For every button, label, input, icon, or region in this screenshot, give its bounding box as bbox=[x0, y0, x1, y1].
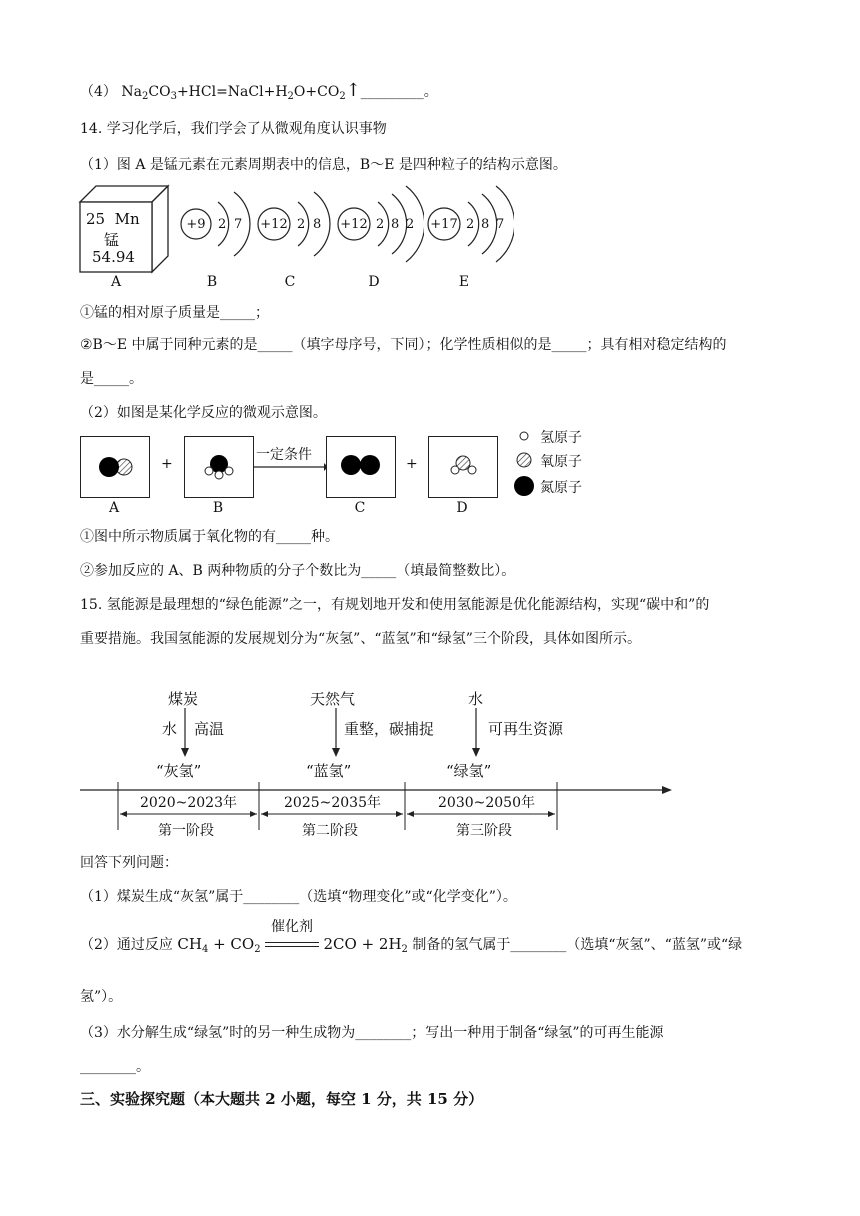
reaction-label-d: D bbox=[456, 500, 468, 516]
q15-question-2: （2）通过反应 $CH_4 + CO_2$ 催化剂 $2CO + 2H_2$ 制备的氢气属于________（选填“灰氢”、“蓝氢”或“绿 bbox=[80, 934, 742, 955]
stage2-years: 2025~2035年 bbox=[284, 795, 381, 811]
stage3-right-condition: 可再生资源 bbox=[488, 720, 564, 738]
label-d: D bbox=[368, 274, 380, 290]
hydrogen-timeline-diagram bbox=[0, 680, 860, 840]
q14-part1: （1）图 A 是锰元素在元素周期表中的信息，B～E 是四种粒子的结构示意图。 bbox=[80, 157, 567, 173]
atom-diagram-e: +17 2 8 7 bbox=[424, 182, 514, 276]
plus-sign-1: + bbox=[161, 456, 173, 472]
plus-sign-2: + bbox=[406, 456, 418, 472]
q15-question-3: （3）水分解生成“绿氢”时的另一种生成物为________；写出一种用于制备“绿氢”的可再生能源 bbox=[80, 1025, 664, 1041]
stage1-source: 煤炭 bbox=[168, 690, 199, 708]
reaction-box-a bbox=[80, 436, 150, 498]
catalyst-label: 催化剂 bbox=[271, 919, 314, 935]
q15-answer-prompt: 回答下列问题： bbox=[80, 855, 178, 871]
q15-question-2-cont: 氢”）。 bbox=[80, 989, 123, 1005]
atom-diagram-d: +12 2 8 2 bbox=[334, 182, 424, 276]
stage2-phase: 第二阶段 bbox=[302, 823, 358, 839]
stage3-phase: 第三阶段 bbox=[456, 823, 512, 839]
legend-hydrogen: 氢原子 bbox=[540, 430, 582, 446]
reaction-arrow bbox=[254, 462, 328, 472]
label-c: C bbox=[284, 274, 296, 290]
q14-question-ii-cont: 是_____。 bbox=[80, 371, 143, 387]
reaction-box-d bbox=[428, 436, 498, 498]
stage1-product: “灰氢” bbox=[156, 762, 202, 780]
catalyst-equals-sign bbox=[265, 919, 319, 952]
reaction-box-c bbox=[326, 436, 396, 498]
legend-oxygen: 氧原子 bbox=[540, 454, 582, 470]
reaction-label-b: B bbox=[212, 500, 224, 516]
stage1-right-condition: 高温 bbox=[194, 720, 225, 738]
label-b: B bbox=[206, 274, 218, 290]
section-3-heading: 三、实验探究题（本大题共 2 小题，每空 1 分，共 15 分） bbox=[80, 1090, 484, 1108]
stage3-years: 2030~2050年 bbox=[438, 795, 535, 811]
q13-equation-line: （4） $Na_2CO_3+HCl=NaCl+H_2O+CO_2↑\_\_\_\_\_\_\_\_\_$。 bbox=[80, 80, 438, 102]
q15-question-1: （1）煤炭生成“灰氢”属于________（选填“物理变化”或“化学变化”）。 bbox=[80, 889, 517, 905]
q14-question-iv: ②参加反应的 A、B 两种物质的分子个数比为_____（填最简整数比）。 bbox=[80, 563, 516, 579]
label-a: A bbox=[110, 274, 122, 290]
atom-diagram-b: +9 2 7 bbox=[178, 182, 258, 276]
q14-question-iii: ①图中所示物质属于氧化物的有_____种。 bbox=[80, 529, 339, 545]
q14-question-ii: ②B～E 中属于同种元素的是_____（填字母序号，下同）；化学性质相似的是_____；具有相对稳定结构的 bbox=[80, 337, 727, 353]
stage2-product: “蓝氢” bbox=[306, 762, 352, 780]
reaction-label-c: C bbox=[354, 500, 366, 516]
stage1-phase: 第一阶段 bbox=[158, 823, 214, 839]
stage1-years: 2020~2023年 bbox=[140, 795, 237, 811]
element-number-symbol: 25 Mn bbox=[86, 210, 140, 228]
reaction-box-b bbox=[184, 436, 254, 498]
stage3-product: “绿氢” bbox=[446, 762, 492, 780]
q15-paragraph-2: 重要措施。我国氢能源的发展规划分为“灰氢”、“蓝氢”和“绿氢”三个阶段，具体如图所示。 bbox=[80, 631, 641, 647]
q14-title: 14. 学习化学后，我们学会了从微观角度认识事物 bbox=[80, 121, 387, 137]
q14-part2: （2）如图是某化学反应的微观示意图。 bbox=[80, 405, 327, 421]
q14-question-i: ①锰的相对原子质量是_____； bbox=[80, 305, 269, 321]
stage1-left-condition: 水 bbox=[162, 720, 178, 738]
stage3-source: 水 bbox=[468, 690, 484, 708]
legend-nitrogen: 氮原子 bbox=[540, 480, 582, 496]
reaction-condition: 一定条件 bbox=[256, 447, 312, 463]
stage2-source: 天然气 bbox=[310, 690, 356, 708]
element-mass: 54.94 bbox=[92, 248, 135, 266]
element-name: 锰 bbox=[104, 231, 120, 249]
q15-paragraph-1: 15. 氢能源是最理想的“绿色能源”之一，有规划地开发和使用氢能源是优化能源结构，实现“碳中和”的 bbox=[80, 597, 710, 613]
stage2-right-condition: 重整，碳捕捉 bbox=[344, 720, 435, 738]
reaction-label-a: A bbox=[108, 500, 120, 516]
label-e: E bbox=[458, 274, 470, 290]
q15-question-3-cont: ________。 bbox=[80, 1059, 150, 1075]
atom-diagram-c: +12 2 8 bbox=[256, 182, 336, 276]
